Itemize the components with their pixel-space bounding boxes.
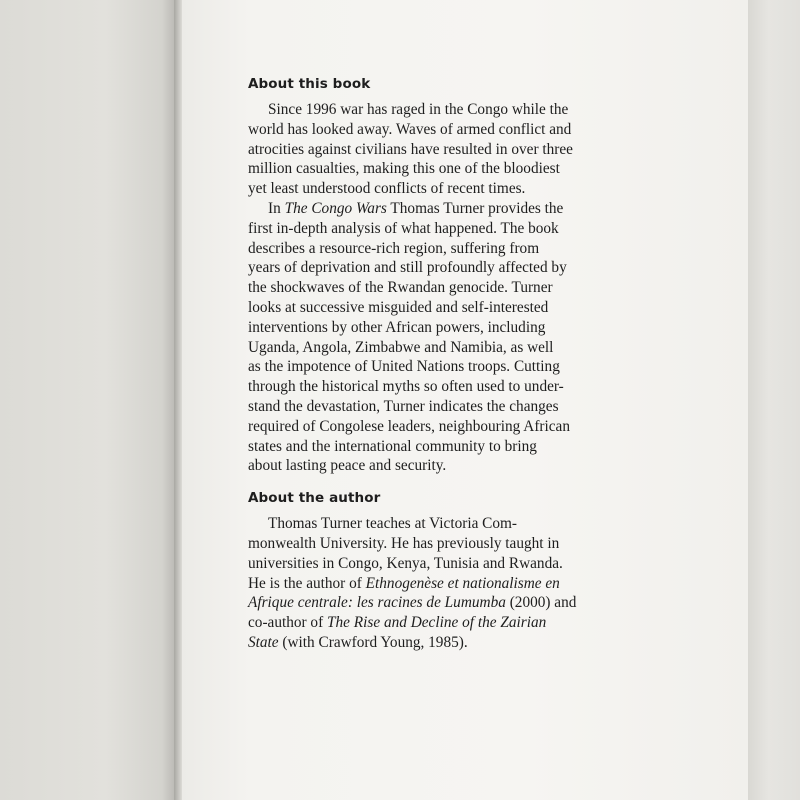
about-author-paragraph bbox=[248, 514, 593, 653]
text-line: years of deprivation and still profoundly affected by bbox=[248, 259, 567, 277]
text-line: yet least understood conflicts of recent times. bbox=[248, 180, 526, 198]
text-line bbox=[248, 199, 593, 219]
text-line: the shockwaves of the Rwandan genocide. Turner bbox=[248, 279, 553, 297]
text-line: million casualties, making this one of the bloodiest bbox=[248, 160, 560, 178]
text-line: stand the devastation, Turner indicates the changes bbox=[248, 397, 559, 415]
text-line: describes a resource-rich region, suffering from bbox=[248, 239, 540, 257]
text-span: Thomas Turner provides the bbox=[386, 199, 564, 217]
page-edge bbox=[748, 0, 800, 800]
text-line bbox=[248, 633, 593, 653]
text-line bbox=[248, 574, 593, 594]
text-line: first in-depth analysis of what happened. The book bbox=[248, 219, 559, 237]
book-title: The Congo Wars bbox=[284, 199, 387, 217]
page-text bbox=[248, 76, 593, 653]
text-line bbox=[248, 613, 593, 633]
text-line: Since 1996 war has raged in the Congo while the bbox=[268, 101, 569, 118]
section-spacer bbox=[248, 476, 593, 490]
text-line: world has looked away. Waves of armed conflict and bbox=[248, 120, 572, 138]
text-line: universities in Congo, Kenya, Tunisia and Rwanda. bbox=[248, 554, 563, 572]
text-line: states and the international community to bring bbox=[248, 437, 537, 455]
text-line: Thomas Turner teaches at Victoria Com- bbox=[268, 515, 518, 533]
text-line: looks at successive misguided and self-interested bbox=[248, 298, 549, 316]
text-span: (2000) and bbox=[505, 594, 577, 612]
left-page bbox=[0, 0, 176, 800]
about-book-heading: About this book bbox=[248, 76, 371, 92]
book-title: The Rise and Decline of the Zairian bbox=[327, 614, 547, 632]
text-line: atrocities against civilians have resulted in over three bbox=[248, 140, 573, 158]
text-line: interventions by other African powers, including bbox=[248, 318, 546, 336]
text-line: required of Congolese leaders, neighbouring African bbox=[248, 417, 570, 435]
text-line: as the impotence of United Nations troops. Cutting bbox=[248, 358, 560, 376]
book-title: State bbox=[248, 633, 279, 651]
text-span: In bbox=[268, 199, 285, 217]
about-book-paragraph-2 bbox=[248, 199, 593, 476]
text-line bbox=[248, 593, 593, 613]
text-line: about lasting peace and security. bbox=[248, 457, 447, 475]
about-author-heading: About the author bbox=[248, 490, 381, 507]
book-title: Afrique centrale: les racines de Lumumba bbox=[248, 594, 506, 612]
text-span: He is the author of bbox=[248, 574, 366, 592]
about-book-paragraph-1 bbox=[248, 100, 593, 199]
text-line: monwealth University. He has previously taught in bbox=[248, 534, 560, 552]
text-span: co-author of bbox=[248, 614, 328, 632]
text-span: (with Crawford Young, 1985). bbox=[278, 633, 468, 651]
book-title: Ethnogenèse et nationalisme en bbox=[365, 574, 560, 592]
text-line: through the historical myths so often used to under- bbox=[248, 378, 564, 396]
text-line: Uganda, Angola, Zimbabwe and Namibia, as well bbox=[248, 338, 554, 356]
